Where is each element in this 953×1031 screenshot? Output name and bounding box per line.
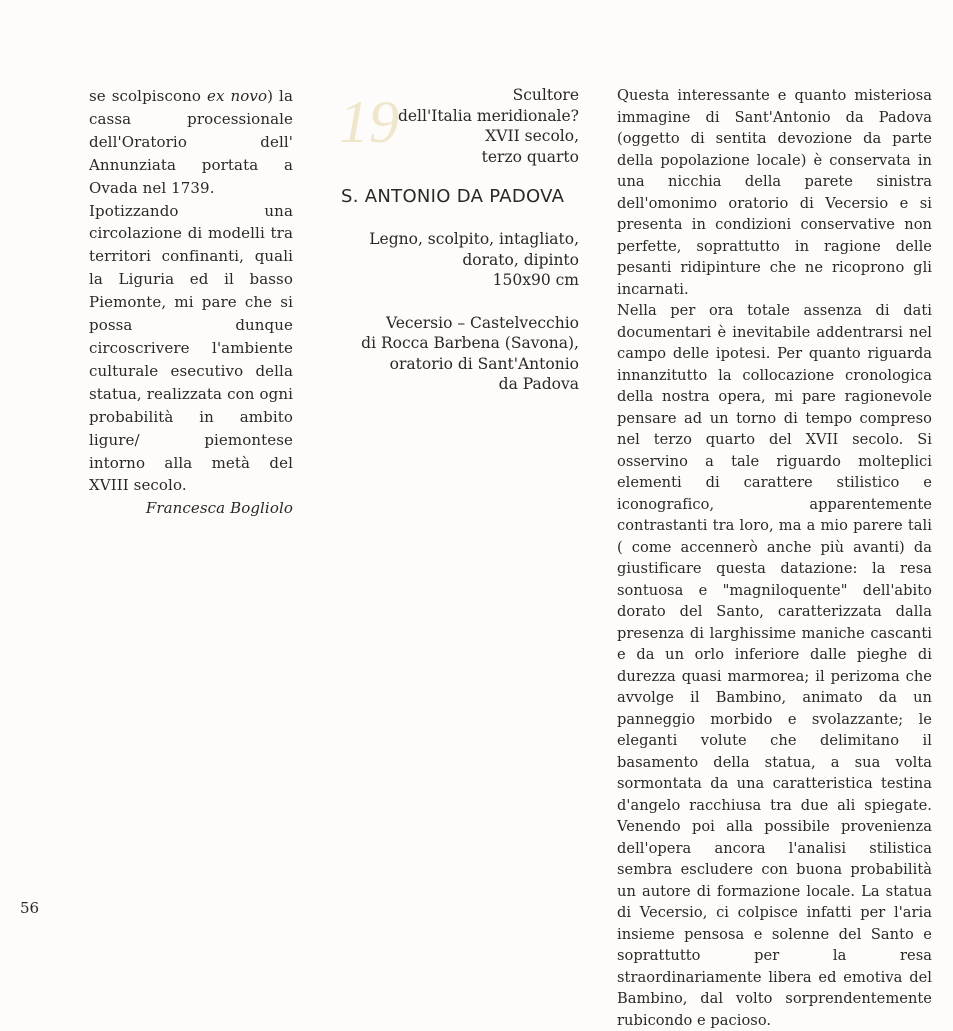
left-paragraph-2: Ipotizzando una circolazione di modelli tra territori confinanti, quali la Liguria ed il basso Piemonte, mi pare che si possa dunque circoscrivere l'ambiente culturale esecutivo della statua, realizzata con ogni probabilità in ambito ligure/ piemontese intorno alla metà del XVIII secolo. (89, 201, 293, 495)
sculptor-line: terzo quarto (481, 147, 579, 166)
artwork-title: S. ANTONIO DA PADOVA (341, 186, 565, 207)
location-line: oratorio di Sant'Antonio (389, 354, 579, 373)
right-paragraph-1: Questa interessante e quanto misteriosa immagine di Sant'Antonio da Padova (oggetto di sentita devozione da parte della popolazione locale) è conservata in una nicchia della parete sinistra dell'omonimo oratorio di Vecersio e si presenta in condizioni conservative non perfette, soprattutto in ragione delle pesanti ridipinture che ne ricoprono gli incarnati. (617, 87, 932, 298)
left-column (89, 85, 293, 519)
location-line: da Padova (498, 375, 579, 393)
page-number: 56 (20, 899, 40, 917)
right-paragraph-2: Nella per ora totale assenza di dati documentari è inevitabile addentrarsi nel campo delle ipotesi. Per quanto riguarda innanzitutto la collocazione cronologica della nostra opera, mi pare ragionevole pensare ad un torno di tempo compreso nel terzo quarto del XVII secolo. Si osservino a tale riguardo molteplici elementi di carattere stilistico e iconografico, apparentemente contrastanti tra loro, ma a mio parere tali ( come accennerò anche più avanti) da giustificare questa datazione: la resa sontuosa e "magniloquente" dell'abito dorato del Santo, caratterizzata dalla presenza di larghissime maniche cascanti e da un orlo inferiore dalle pieghe di durezza quasi marmorea; il perizoma che avvolge il Bambino, animato da un panneggio morbido e svolazzante; le eleganti volute che delimitano il basamento della statua, a sua volta sormontata da una caratteristica testina d'angelo racchiusa tra due ali spiegate. Venendo poi alla possibile provenienza dell'opera ancora l'analisi stilistica sembra escludere con buona probabilità un autore di formazione locale. La statua di Vecersio, ci colpisce infatti per l'aria insieme pensosa e solenne del Santo e soprattutto per la resa straordinariamente libera ed emotiva del Bambino, dal volto sorprendentemente rubicondo e pacioso. (617, 302, 932, 1029)
technique-line: 150x90 cm (492, 271, 579, 289)
sculptor-line: XVII secolo, (485, 127, 579, 145)
technique-line: Legno, scolpito, intagliato, (369, 230, 579, 248)
catalog-number: 19 (339, 89, 399, 155)
left-p1-emphasis: ex novo (206, 87, 268, 105)
location-line: di Rocca Barbena (Savona), (361, 334, 579, 352)
left-p1-text-a: se scolpiscono (89, 87, 207, 105)
location-line: Vecersio – Castelvecchio (385, 313, 579, 332)
left-paragraph-1 (89, 85, 293, 200)
catalog-entry-header (341, 85, 579, 395)
technique-dimensions (341, 229, 579, 291)
left-p1-text-b: ) la cassa processionale dell'Oratorio dell' Annunziata portata a Ovada nel 1739. (89, 87, 293, 197)
sculptor-line: dell'Italia meridionale? (397, 106, 579, 125)
right-column (617, 85, 932, 1031)
technique-line: dorato, dipinto (462, 250, 579, 269)
artwork-location (341, 313, 579, 395)
author-signature: Francesca Bogliolo (145, 499, 293, 518)
sculptor-line: Scultore (512, 86, 579, 104)
sculptor-attribution (341, 85, 579, 167)
